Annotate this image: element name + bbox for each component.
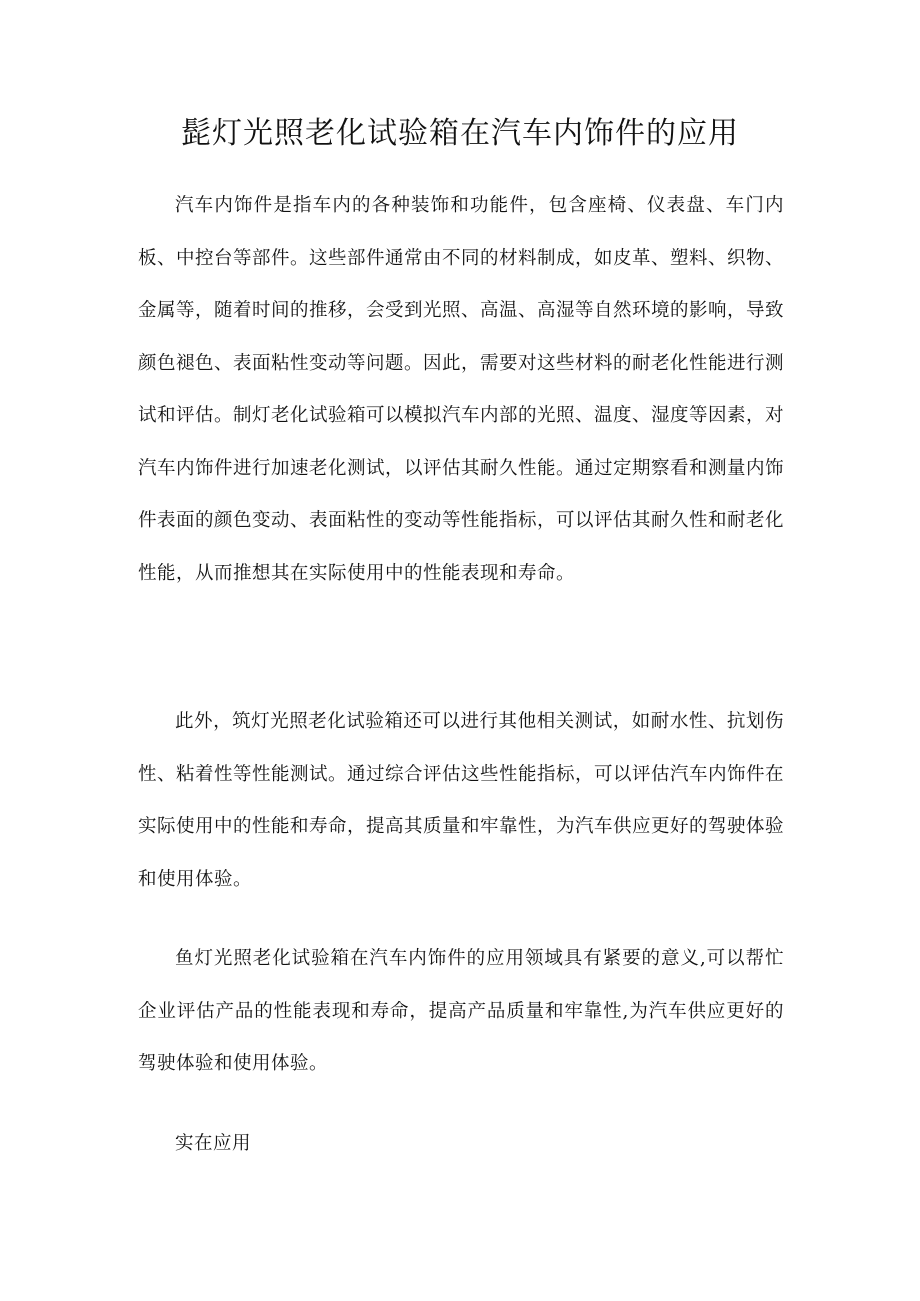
paragraph-other-tests: 此外，筑灯光照老化试验箱还可以进行其他相关测试，如耐水性、抗划伤性、粘着性等性能测试。通过综合评估这些性能指标，可以评估汽车内饰件在实际使用中的性能和寿命，提高其质量和牢靠性，为汽车供应更好的驾驶体验和使用体验。 — [138, 711, 785, 890]
section-heading-practical-application: 实在应用 — [175, 1133, 252, 1154]
paragraph-significance: 鱼灯光照老化试验箱在汽车内饰件的应用领域具有紧要的意义,可以帮忙企业评估产品的性能表现和寿命，提高产品质量和牢靠性,为汽车供应更好的驾驶体验和使用体验。 — [138, 948, 784, 1074]
paragraph-intro: 汽车内饰件是指车内的各种装饰和功能件，包含座椅、仪表盘、车门内板、中控台等部件。这些部件通常由不同的材料制成，如皮革、塑料、织物、金属等，随着时间的推移，会受到光照、高温、高湿等自然环境的影响，导致颜色褪色、表面粘性变动等问题。因此，需要对这些材料的耐老化性能进行测试和评估。制灯老化试验箱可以模拟汽车内部的光照、温度、湿度等因素，对汽车内饰件进行加速老化测试，以评估其耐久性能。通过定期察看和测量内饰件表面的颜色变动、表面粘性的变动等性能指标，可以评估其耐久性和耐老化性能，从而推想其在实际使用中的性能表现和寿命。 — [138, 195, 785, 584]
document-title: 髭灯光照老化试验箱在汽车内饰件的应用 — [181, 116, 739, 151]
